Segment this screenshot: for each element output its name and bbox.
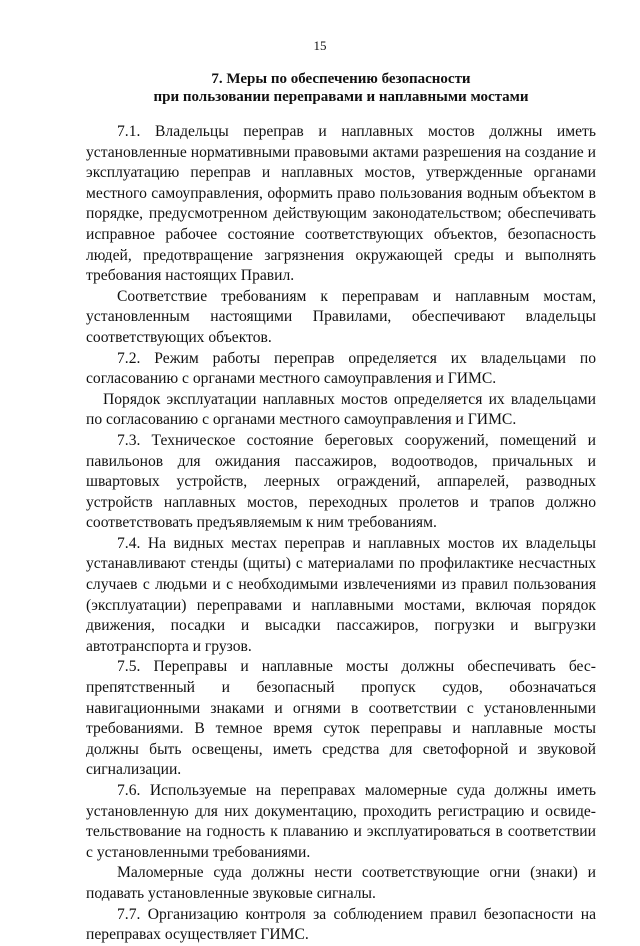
section-title-line-1: 7. Меры по обеспечению безопасности [211,71,471,87]
paragraph-7-7: 7.7. Организацию контроля за соблюдением правил безопасности на переправах осуществляет ГИМС. [86,905,596,944]
paragraph-7-6: 7.6. Используемые на переправах маломерные суда должны иметь установленную для них документацию, проходить регистрацию и освидетельствование на годность к плаванию и эксплуатироваться в соответствии с установленными требованиями. [86,782,596,861]
paragraph-7-3: 7.3. Техническое состояние береговых сооружений, помещений и павильонов для ожидания пассажиров, водоотводов, причальных и швартовых устройств, леерных ограждений, аппарелей, разводных устройств наплавных мостов, переходных пролетов и трапов должно соответствовать предъявляемым к ним требованиям. [86,431,596,532]
page-number: 15 [313,38,327,53]
paragraph-7-1-compliance: Соответствие требованиям к переправам и наплавным мостам, установленным настоящими Правилами, обеспечивают владельцы соответствующих объектов. [86,287,596,346]
paragraph-7-4: 7.4. На видных местах переправ и наплавных мостов их владельцы устанавливают стенды (щиты) с материалами по профилактике несчастных случаев с людьми и с необходимыми извлечениями из правил пользования (эксплуатации) переправами и наплавными мостами, включая порядок движения, посадки и высадки пассажиров, погрузки и выгрузки автотранспорта и грузов. [86,534,596,655]
paragraph-7-2: 7.2. Режим работы переправ определяется их владельцами по согласованию с органами местного самоуправления и ГИМС. [86,349,596,388]
section-title [86,70,596,106]
document-body [86,122,596,946]
section-title-line-2: при пользовании переправами и наплавными мостами [153,89,529,105]
paragraph-7-1: 7.1. Владельцы переправ и наплавных мостов должны иметь установленные нормативными правовыми актами разрешения на создание и эксплуатацию переправ и наплавных мостов, утвержденные органами местного самоуправления, оформить право пользования водным объектом в порядке, предусмотренном действующим законодательством; обеспечивать исправное рабочее состояние соответствующих объектов, безопасность людей, предотвращение загрязнения окружающей среды и выполнять требования настоящих Правил. [86,123,596,285]
paragraph-7-5: 7.5. Переправы и наплавные мосты должны обеспечивать беспрепятственный и безопасный пропуск судов, обозначаться навигационными знаками и огнями в соответствии с установленными требованиями. В темное время суток переправы и наплавные мосты должны быть освещены, иметь средства для светофорной и звуковой сигнализации. [86,658,596,779]
paragraph-7-6-signals: Маломерные суда должны нести соответствующие огни (знаки) и подавать установленные звуковые сигналы. [86,864,596,902]
paragraph-7-2-bridges: Порядок эксплуатации наплавных мостов определяется их владельцами по согласованию с органами местного самоуправления и ГИМС. [86,390,596,429]
